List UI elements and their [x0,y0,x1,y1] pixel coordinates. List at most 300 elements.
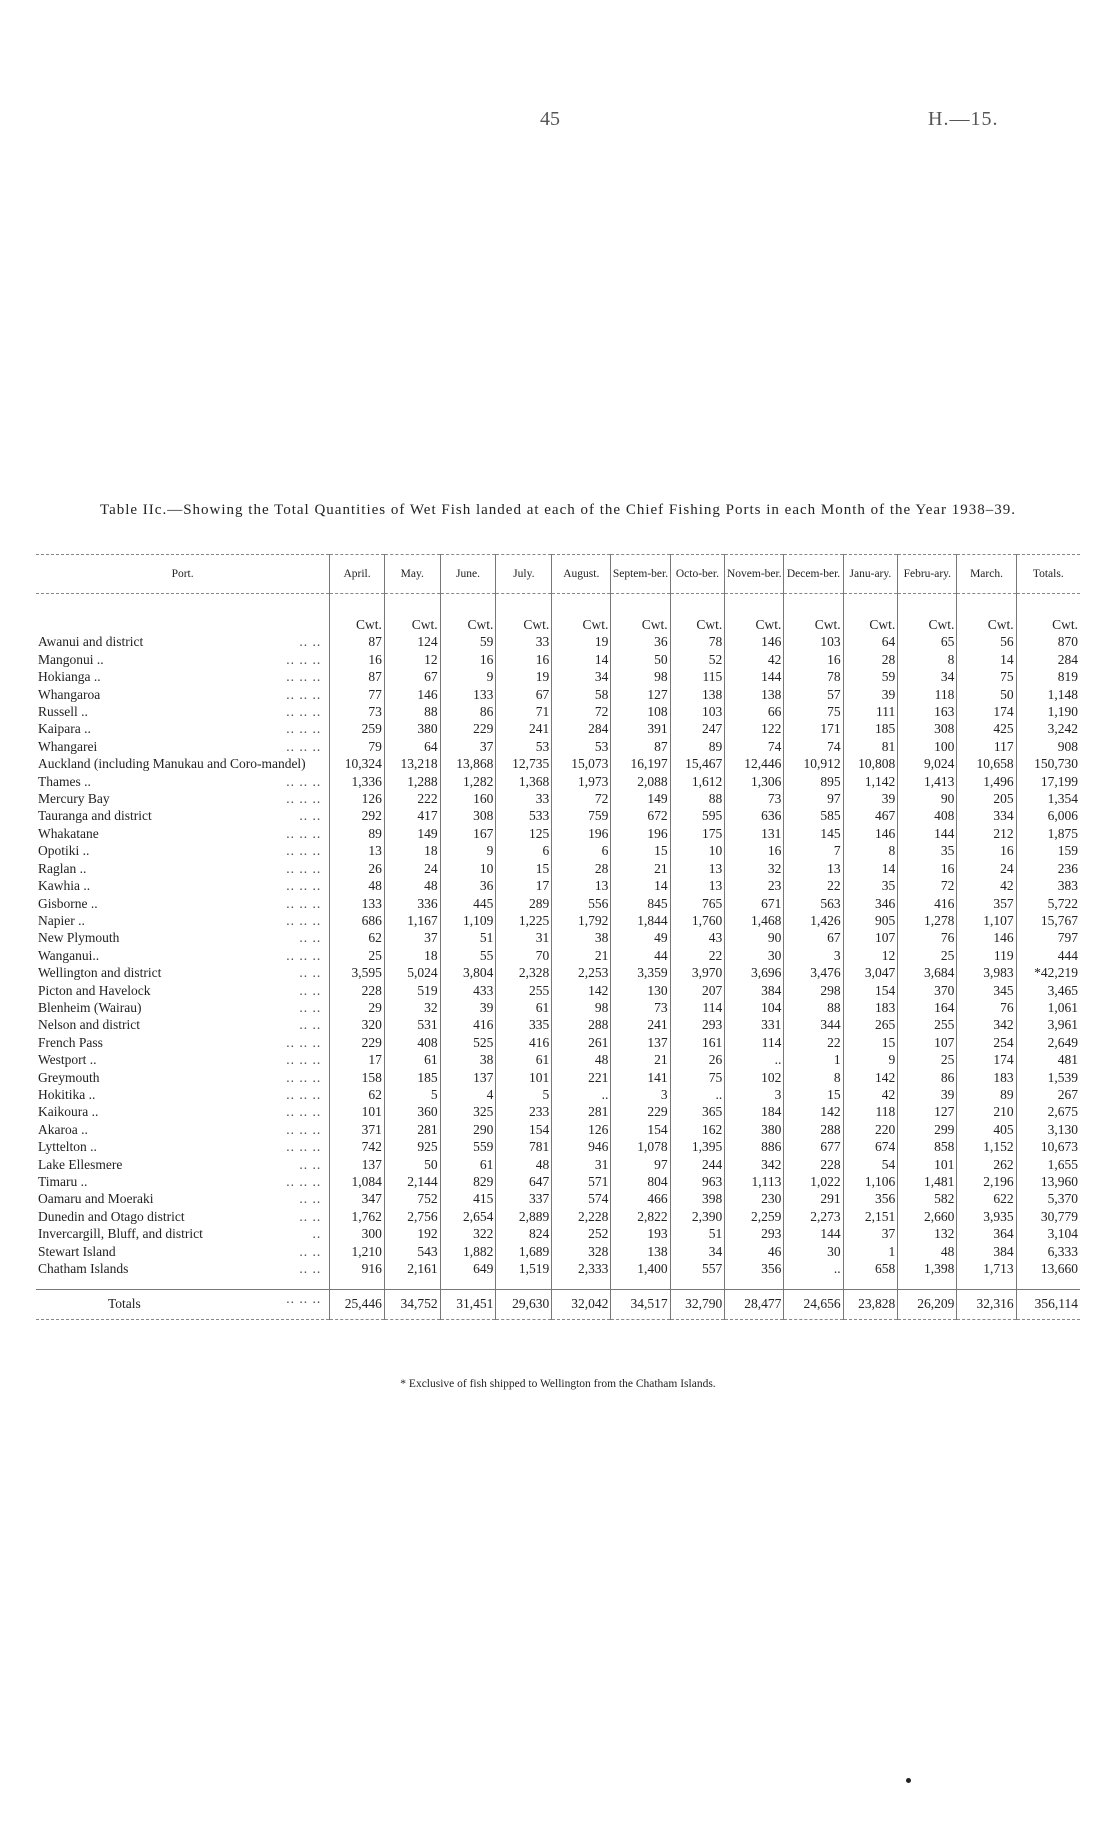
value-cell: 543 [384,1243,440,1260]
value-cell: 255 [898,1016,957,1033]
value-cell: 925 [384,1138,440,1155]
value-cell: 9,024 [898,755,957,772]
value-cell: 13,218 [384,755,440,772]
value-cell: 519 [384,982,440,999]
value-cell: 144 [784,1225,843,1242]
total-cell: 797 [1016,929,1080,946]
value-cell: 1,282 [440,773,496,790]
value-cell: 78 [670,633,725,650]
value-cell: 686 [330,912,385,929]
column-header: May. [384,555,440,594]
value-cell: 671 [725,895,784,912]
value-cell: 281 [552,1103,611,1120]
value-cell: 146 [725,633,784,650]
value-cell: 380 [725,1121,784,1138]
value-cell: 649 [440,1260,496,1277]
value-cell: 229 [440,720,496,737]
port-label: Hokianga .. [38,669,101,685]
dot-leader: .. .. .. [286,704,322,720]
table-row [36,773,1080,790]
value-cell: 829 [440,1173,496,1190]
value-cell: 30 [784,1243,843,1260]
value-cell: 61 [384,1051,440,1068]
value-cell: 142 [552,982,611,999]
value-cell: 161 [670,1034,725,1051]
unit-cell: Cwt. [384,594,440,634]
value-cell: 28 [552,860,611,877]
value-cell: 141 [611,1069,670,1086]
value-cell: 1 [843,1243,898,1260]
value-cell: 781 [496,1138,552,1155]
value-cell: 556 [552,895,611,912]
value-cell: 114 [670,999,725,1016]
value-cell: 76 [957,999,1016,1016]
value-cell: 658 [843,1260,898,1277]
total-cell: 30,779 [1016,1208,1080,1225]
value-cell: 585 [784,807,843,824]
value-cell: 398 [670,1190,725,1207]
dot-leader: .. .. .. [286,686,322,702]
total-cell: 5,370 [1016,1190,1080,1207]
value-cell: 22 [784,877,843,894]
dot-leader: .. .. [299,965,322,981]
value-cell: 2,259 [725,1208,784,1225]
value-cell: 125 [496,825,552,842]
value-cell: 10,808 [843,755,898,772]
total-cell: 6,006 [1016,807,1080,824]
dot-leader: .. .. .. [286,1069,322,1085]
value-cell: 16 [440,651,496,668]
value-cell: 221 [552,1069,611,1086]
value-cell: 146 [384,686,440,703]
value-cell: 67 [384,668,440,685]
value-cell: 37 [440,738,496,755]
value-cell: 138 [670,686,725,703]
table-row [36,929,1080,946]
value-cell: 185 [384,1069,440,1086]
value-cell: 416 [496,1034,552,1051]
dot-leader: .. .. .. [286,895,322,911]
value-cell: 35 [898,842,957,859]
value-cell: 1,288 [384,773,440,790]
value-cell: .. [552,1086,611,1103]
value-cell: 126 [330,790,385,807]
value-cell: 916 [330,1260,385,1277]
spacer-cell [330,1277,385,1290]
total-cell: 870 [1016,633,1080,650]
value-cell: 32,790 [670,1290,725,1319]
table-row [36,1225,1080,1242]
port-name [36,1260,330,1277]
value-cell: 357 [957,895,1016,912]
unit-cell: Cwt. [552,594,611,634]
total-cell: 5,722 [1016,895,1080,912]
table-row [36,720,1080,737]
value-cell: 233 [496,1103,552,1120]
value-cell: 582 [898,1190,957,1207]
column-header: July. [496,555,552,594]
total-cell: 3,104 [1016,1225,1080,1242]
value-cell: 895 [784,773,843,790]
port-label: Awanui and district [38,634,144,650]
value-cell: 26 [670,1051,725,1068]
port-name [36,1069,330,1086]
value-cell: 2,088 [611,773,670,790]
value-cell: 137 [330,1156,385,1173]
column-header: Novem-ber. [725,555,784,594]
value-cell: 196 [552,825,611,842]
value-cell: 347 [330,1190,385,1207]
total-cell: 236 [1016,860,1080,877]
table-row [36,825,1080,842]
column-header: Janu-ary. [843,555,898,594]
value-cell: 23 [725,877,784,894]
value-cell: 571 [552,1173,611,1190]
port-label: Kaikoura .. [38,1104,99,1120]
port-name [36,1243,330,1260]
unit-cell: Cwt. [611,594,670,634]
value-cell: 193 [611,1225,670,1242]
value-cell: 101 [330,1103,385,1120]
value-cell: 37 [843,1225,898,1242]
total-cell: 1,539 [1016,1069,1080,1086]
value-cell: 291 [784,1190,843,1207]
value-cell: 15 [611,842,670,859]
value-cell: 636 [725,807,784,824]
value-cell: 360 [384,1103,440,1120]
value-cell: 1,368 [496,773,552,790]
value-cell: 50 [957,686,1016,703]
value-cell: 54 [843,1156,898,1173]
value-cell: 1,022 [784,1173,843,1190]
table-row [36,1103,1080,1120]
value-cell: 1,278 [898,912,957,929]
value-cell: 320 [330,1016,385,1033]
port-name [36,964,330,981]
total-cell: 1,875 [1016,825,1080,842]
value-cell: 33 [496,633,552,650]
value-cell: 1 [784,1051,843,1068]
value-cell: 337 [496,1190,552,1207]
port-name [36,651,330,668]
unit-cell: Cwt. [670,594,725,634]
value-cell: 86 [440,703,496,720]
value-cell: 557 [670,1260,725,1277]
value-cell: 154 [611,1121,670,1138]
value-cell: 342 [957,1016,1016,1033]
value-cell: 13 [670,877,725,894]
value-cell: 13 [330,842,385,859]
value-cell: 34 [670,1243,725,1260]
value-cell: 222 [384,790,440,807]
total-cell: 267 [1016,1086,1080,1103]
value-cell: 9 [843,1051,898,1068]
value-cell: 14 [611,877,670,894]
dot-leader: .. .. .. [286,669,322,685]
value-cell: 2,253 [552,964,611,981]
value-cell: 75 [784,703,843,720]
value-cell: 228 [330,982,385,999]
value-cell: 88 [784,999,843,1016]
value-cell: 163 [898,703,957,720]
port-name [36,686,330,703]
value-cell: 133 [330,895,385,912]
value-cell: 146 [843,825,898,842]
dot-leader: .. .. .. [286,738,322,754]
table-row [36,1069,1080,1086]
port-name [36,1138,330,1155]
port-label: Auckland (including Manukau and Coro-mandel) [38,756,306,772]
value-cell: 31 [496,929,552,946]
value-cell: 66 [725,703,784,720]
port-label: Dunedin and Otago district [38,1208,185,1224]
value-cell: 765 [670,895,725,912]
value-cell: 299 [898,1121,957,1138]
spacer-cell [843,1277,898,1290]
unit-cell: Cwt. [957,594,1016,634]
port-label: Picton and Havelock [38,982,151,998]
port-label: Lyttelton .. [38,1139,97,1155]
port-label: Westport .. [38,1052,97,1068]
value-cell: 75 [957,668,1016,685]
value-cell: 466 [611,1190,670,1207]
port-label: Whangarei [38,738,98,754]
value-cell: 384 [957,1243,1016,1260]
total-cell: 819 [1016,668,1080,685]
port-label: Stewart Island [38,1243,116,1259]
dot-leader: .. .. [299,999,322,1015]
port-name [36,947,330,964]
value-cell: 10,658 [957,755,1016,772]
value-cell: 331 [725,1016,784,1033]
value-cell: 97 [611,1156,670,1173]
total-cell: 2,675 [1016,1103,1080,1120]
value-cell: 119 [957,947,1016,964]
value-cell: 149 [611,790,670,807]
value-cell: 2,660 [898,1208,957,1225]
table-row [36,1208,1080,1225]
table-row [36,738,1080,755]
dot-leader: .. .. [299,930,322,946]
value-cell: 228 [784,1156,843,1173]
port-label: Invercargill, Bluff, and district [38,1226,203,1242]
port-label: Mercury Bay [38,791,110,807]
dot-leader: .. .. .. [286,651,322,667]
spacer-cell [957,1277,1016,1290]
total-cell: 383 [1016,877,1080,894]
value-cell: 126 [552,1121,611,1138]
value-cell: 32 [384,999,440,1016]
value-cell: 963 [670,1173,725,1190]
value-cell: 183 [843,999,898,1016]
value-cell: 1,612 [670,773,725,790]
value-cell: 122 [725,720,784,737]
value-cell: 425 [957,720,1016,737]
value-cell: 574 [552,1190,611,1207]
value-cell: 164 [898,999,957,1016]
value-cell: 647 [496,1173,552,1190]
value-cell: 70 [496,947,552,964]
value-cell: 174 [957,1051,1016,1068]
value-cell: 525 [440,1034,496,1051]
dot-leader: .. .. [299,1208,322,1224]
dot-leader: .. .. .. [286,1291,322,1307]
value-cell: 1,167 [384,912,440,929]
value-cell: 290 [440,1121,496,1138]
value-cell: 31 [552,1156,611,1173]
value-cell: 88 [384,703,440,720]
units-row [36,594,1080,634]
value-cell: 858 [898,1138,957,1155]
total-cell: 13,660 [1016,1260,1080,1277]
value-cell: 265 [843,1016,898,1033]
table-row [36,1190,1080,1207]
port-name [36,1190,330,1207]
value-cell: 1,760 [670,912,725,929]
value-cell: 365 [670,1103,725,1120]
value-cell: 22 [670,947,725,964]
value-cell: 14 [957,651,1016,668]
value-cell: 1,882 [440,1243,496,1260]
value-cell: 39 [843,686,898,703]
port-name [36,633,330,650]
port-name [36,703,330,720]
column-header: Totals. [1016,555,1080,594]
value-cell: 356 [843,1190,898,1207]
total-cell: 6,333 [1016,1243,1080,1260]
value-cell: 10,324 [330,755,385,772]
value-cell: 42 [843,1086,898,1103]
value-cell: 334 [957,807,1016,824]
port-name [36,860,330,877]
port-label: Kawhia .. [38,878,91,894]
value-cell: 2,756 [384,1208,440,1225]
spacer-cell [440,1277,496,1290]
table-row [36,633,1080,650]
value-cell: 416 [440,1016,496,1033]
value-cell: 9 [440,842,496,859]
value-cell: 101 [496,1069,552,1086]
value-cell: 3,970 [670,964,725,981]
value-cell: 742 [330,1138,385,1155]
value-cell: 55 [440,947,496,964]
value-cell: 167 [440,825,496,842]
value-cell: 1,306 [725,773,784,790]
value-cell: .. [784,1260,843,1277]
value-cell: 241 [496,720,552,737]
table-row [36,686,1080,703]
value-cell: 1,496 [957,773,1016,790]
value-cell: 622 [957,1190,1016,1207]
total-cell: 1,190 [1016,703,1080,720]
value-cell: 13,868 [440,755,496,772]
table-row [36,1138,1080,1155]
value-cell: 1,210 [330,1243,385,1260]
value-cell: 408 [898,807,957,824]
value-cell: 15 [784,1086,843,1103]
value-cell: 34,517 [611,1290,670,1319]
value-cell: 752 [384,1190,440,1207]
total-cell: 3,465 [1016,982,1080,999]
value-cell: 16,197 [611,755,670,772]
dot-leader: .. .. [299,1191,322,1207]
value-cell: 24 [957,860,1016,877]
value-cell: 145 [784,825,843,842]
value-cell: 261 [552,1034,611,1051]
value-cell: 100 [898,738,957,755]
value-cell: 212 [957,825,1016,842]
value-cell: 1,413 [898,773,957,790]
value-cell: 4 [440,1086,496,1103]
table-row [36,1173,1080,1190]
value-cell: 103 [784,633,843,650]
value-cell: 364 [957,1225,1016,1242]
value-cell: 42 [957,877,1016,894]
value-cell: 48 [496,1156,552,1173]
value-cell: 53 [552,738,611,755]
value-cell: 87 [330,668,385,685]
port-label: Akaroa .. [38,1121,88,1137]
port-label: Hokitika .. [38,1086,96,1102]
table-row [36,807,1080,824]
value-cell: 16 [330,651,385,668]
table-row [36,790,1080,807]
value-cell: 824 [496,1225,552,1242]
value-cell: 42 [725,651,784,668]
value-cell: 183 [957,1069,1016,1086]
value-cell: 845 [611,895,670,912]
value-cell: 298 [784,982,843,999]
value-cell: 2,273 [784,1208,843,1225]
value-cell: 12 [384,651,440,668]
port-name [36,790,330,807]
value-cell: 43 [670,929,725,946]
value-cell: 154 [496,1121,552,1138]
port-name [36,720,330,737]
value-cell: 1,078 [611,1138,670,1155]
total-cell: 444 [1016,947,1080,964]
port-label: Nelson and district [38,1017,140,1033]
value-cell: 142 [843,1069,898,1086]
value-cell: 417 [384,807,440,824]
value-cell: 133 [440,686,496,703]
value-cell: 262 [957,1156,1016,1173]
value-cell: 1,142 [843,773,898,790]
unit-cell: Cwt. [330,594,385,634]
value-cell: 3,804 [440,964,496,981]
value-cell: 759 [552,807,611,824]
port-label: Greymouth [38,1069,100,1085]
value-cell: 28 [843,651,898,668]
unit-cell: Cwt. [725,594,784,634]
value-cell: 281 [384,1121,440,1138]
port-label: Whangaroa [38,686,101,702]
column-header: Septem-ber. [611,555,670,594]
value-cell: 138 [725,686,784,703]
value-cell: 1,519 [496,1260,552,1277]
value-cell: 300 [330,1225,385,1242]
unit-cell: Cwt. [784,594,843,634]
value-cell: 1,468 [725,912,784,929]
port-label: Wellington and district [38,965,162,981]
port-label: Napier .. [38,912,85,928]
value-cell: .. [725,1051,784,1068]
value-cell: 1,106 [843,1173,898,1190]
total-cell: *42,219 [1016,964,1080,981]
value-cell: 114 [725,1034,784,1051]
port-label: Wanganui.. [38,947,100,963]
value-cell: 23,828 [843,1290,898,1319]
